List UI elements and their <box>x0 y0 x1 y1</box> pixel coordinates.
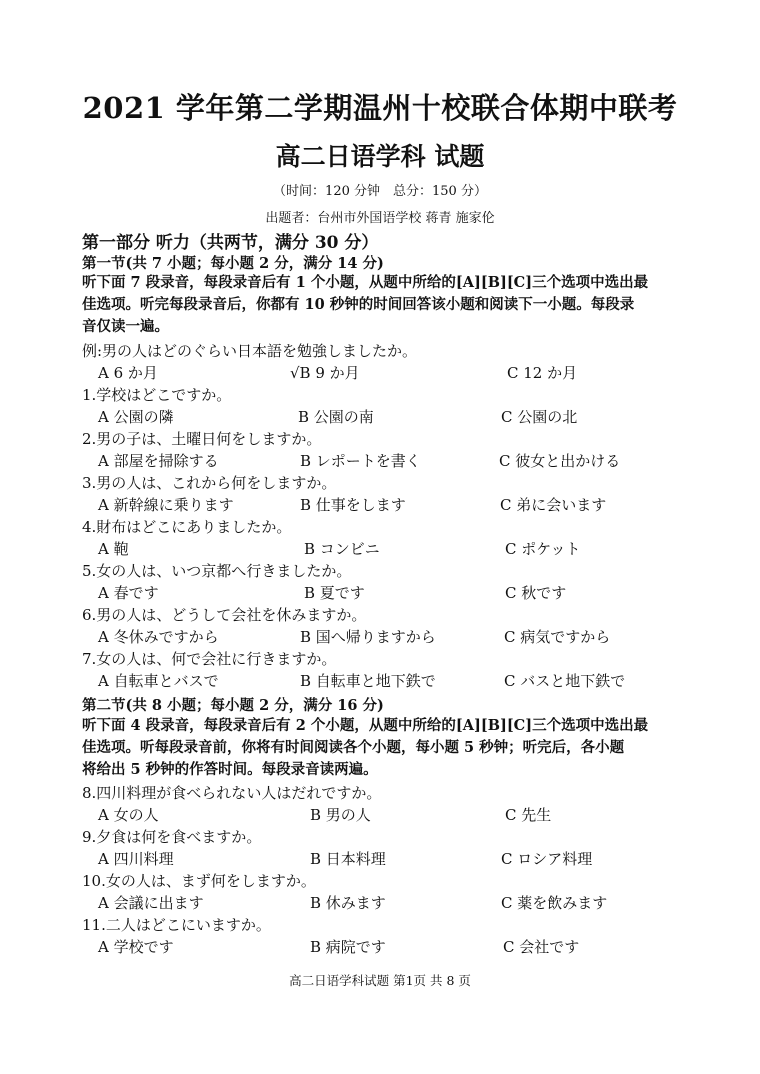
example-option-a: A 6 か月 <box>98 364 158 382</box>
example-option-b: √B 9 か月 <box>290 364 360 382</box>
q1-option-c: C 公園の北 <box>501 408 578 426</box>
q6-option-a: A 冬休みですから <box>98 628 219 646</box>
q1-option-a: A 公園の隣 <box>98 408 174 426</box>
q2-option-a: A 部屋を掃除する <box>98 452 219 470</box>
section1-instruction-line: 佳选项。听完每段录音后，你都有 10 秒钟的时间回答该小题和阅读下一小题。每段录 <box>82 296 635 313</box>
question-8: 8.四川料理が食べられない人はだれですか。 <box>82 784 382 802</box>
q11-option-c: C 会社です <box>503 938 580 956</box>
q7-option-c: C バスと地下鉄で <box>504 672 626 690</box>
example-option-c: C 12 か月 <box>507 364 578 382</box>
question-1: 1.学校はどこですか。 <box>82 386 232 404</box>
section1-instruction-line: 音仅读一遍。 <box>82 318 169 335</box>
q8-option-c: C 先生 <box>505 806 552 824</box>
q3-option-a: A 新幹線に乗ります <box>98 496 234 514</box>
q10-option-c: C 薬を飲みます <box>501 894 608 912</box>
author-line: 出题者：台州市外国语学校 蒋青 施家伦 <box>265 211 495 226</box>
question-5: 5.女の人は、いつ京都へ行きましたか。 <box>82 562 352 580</box>
q5-option-a: A 春です <box>98 584 159 602</box>
q11-option-a: A 学校です <box>98 938 174 956</box>
exam-subtitle: 高二日语学科 试题 <box>275 142 485 171</box>
q6-option-c: C 病気ですから <box>504 628 611 646</box>
q3-option-b: B 仕事をします <box>300 496 406 514</box>
q7-option-b: B 自転車と地下鉄で <box>300 672 436 690</box>
q10-option-a: A 会議に出ます <box>98 894 204 912</box>
q5-option-c: C 秋です <box>505 584 567 602</box>
part1-heading: 第一部分 听力（共两节，满分 30 分） <box>82 233 379 253</box>
q8-option-b: B 男の人 <box>310 806 371 824</box>
q4-option-b: B コンビニ <box>304 540 380 558</box>
question-6: 6.男の人は、どうして会社を休みますか。 <box>82 606 367 624</box>
q9-option-a: A 四川料理 <box>98 850 174 868</box>
q4-option-a: A 鞄 <box>98 540 129 558</box>
section2-heading: 第二节(共 8 小题；每小题 2 分，满分 16 分) <box>82 697 384 714</box>
q2-option-c: C 彼女と出かける <box>499 452 621 470</box>
question-2: 2.男の子は、土曜日何をしますか。 <box>82 430 322 448</box>
exam-title: 2021 学年第二学期温州十校联合体期中联考 <box>82 91 678 125</box>
q10-option-b: B 休みます <box>310 894 386 912</box>
q5-option-b: B 夏です <box>304 584 365 602</box>
q2-option-b: B レポートを書く <box>300 452 421 470</box>
q9-option-b: B 日本料理 <box>310 850 386 868</box>
question-3: 3.男の人は、これから何をしますか。 <box>82 474 337 492</box>
q4-option-c: C ポケット <box>505 540 581 558</box>
question-11: 11.二人はどこにいますか。 <box>82 916 271 934</box>
question-10: 10.女の人は、まず何をしますか。 <box>82 872 316 890</box>
section1-heading: 第一节(共 7 小题；每小题 2 分，满分 14 分) <box>82 255 384 272</box>
section2-instruction-line: 将给出 5 秒钟的作答时间。每段录音读两遍。 <box>82 761 378 778</box>
q7-option-a: A 自転車とバスで <box>98 672 219 690</box>
q8-option-a: A 女の人 <box>98 806 159 824</box>
question-7: 7.女の人は、何で会社に行きますか。 <box>82 650 337 668</box>
example-question: 例:男の人はどのぐらい日本語を勉強しましたか。 <box>82 342 418 360</box>
section2-instruction-line: 听下面 4 段录音，每段录音后有 2 个小题，从题中所给的[A][B][C]三个选项中选出最 <box>82 717 649 734</box>
section2-instruction-line: 佳选项。听每段录音前，你将有时间阅读各个小题，每小题 5 秒钟；听完后，各小题 <box>82 739 625 756</box>
q9-option-c: C ロシア料理 <box>501 850 593 868</box>
q3-option-c: C 弟に会います <box>500 496 607 514</box>
question-9: 9.夕食は何を食べますか。 <box>82 828 262 846</box>
time-info: （时间：120 分钟 总分：150 分） <box>273 184 487 199</box>
q6-option-b: B 国へ帰りますから <box>300 628 436 646</box>
q1-option-b: B 公園の南 <box>298 408 374 426</box>
q11-option-b: B 病院です <box>310 938 386 956</box>
section1-instruction-line: 听下面 7 段录音，每段录音后有 1 个小题，从题中所给的[A][B][C]三个选项中选出最 <box>82 274 649 291</box>
question-4: 4.財布はどこにありましたか。 <box>82 518 292 536</box>
page-footer: 高二日语学科试题 第1页 共 8 页 <box>289 973 471 988</box>
